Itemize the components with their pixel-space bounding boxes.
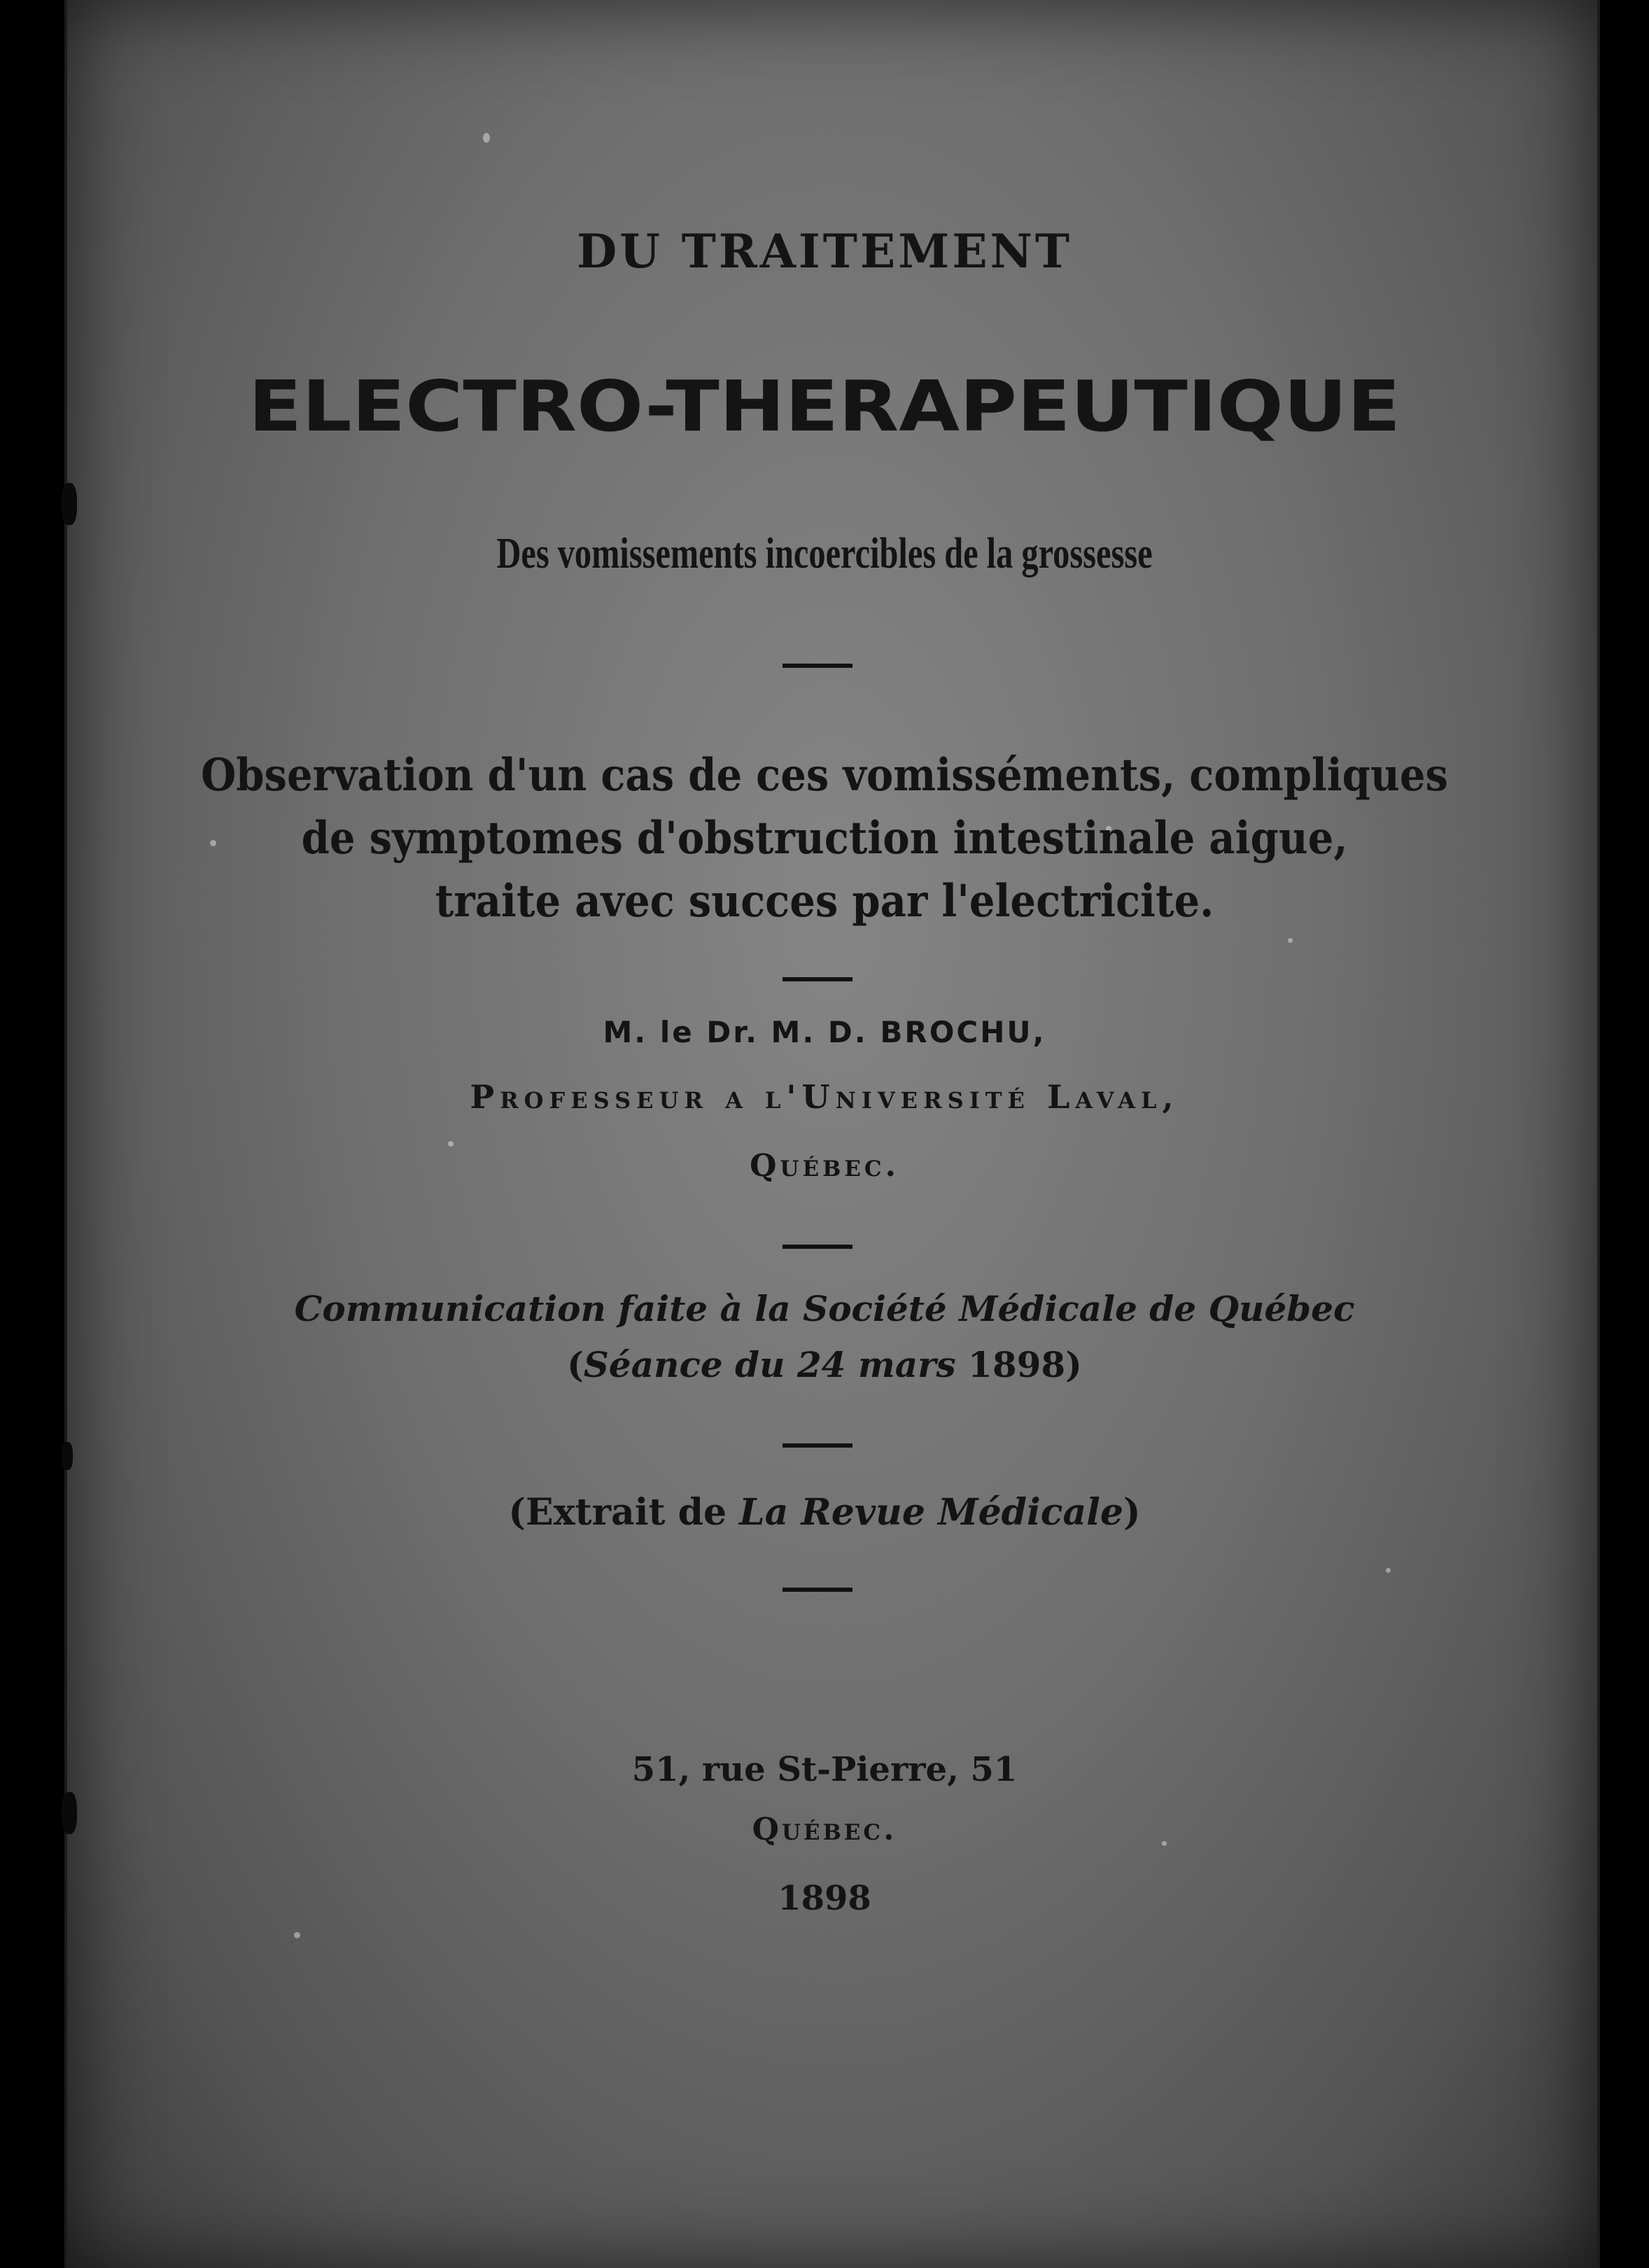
author-name: M. le Dr. M. D. BROCHU,: [603, 1015, 1046, 1049]
paper-speck: [448, 1141, 454, 1147]
scan-mark: [62, 1442, 73, 1470]
scan-mark: [62, 483, 77, 525]
extrait-close: ): [1123, 1491, 1141, 1534]
divider-rule: [783, 977, 852, 981]
title-line-2: ELECTRO-THERAPEUTIQUE: [248, 365, 1401, 447]
extrait-open: (Extrait de: [508, 1491, 740, 1534]
paper-speck: [483, 133, 490, 143]
scan-edge-right: [1597, 0, 1600, 2268]
communication-line-2: [0, 1344, 1649, 1385]
observation-line-1: Observation d'un cas de ces vomisséments, compliques: [201, 749, 1448, 802]
paper-speck: [1288, 938, 1293, 943]
observation-line-3: traite avec succes par l'electricite.: [435, 875, 1214, 927]
seance-year: 1898): [955, 1344, 1082, 1385]
scanned-page: [67, 0, 1597, 2268]
paper-speck: [1386, 1568, 1391, 1573]
affiliation-city: Québec.: [750, 1148, 899, 1184]
journal-title: La Revue Médicale: [739, 1491, 1123, 1534]
communication-line-1: Communication faite à la Société Médicale de Québec: [294, 1288, 1355, 1329]
divider-rule: [783, 1443, 852, 1448]
extrait-note: [0, 1491, 1649, 1534]
publication-year: 1898: [778, 1879, 871, 1918]
divider-rule: [783, 1588, 852, 1592]
divider-rule: [783, 664, 852, 668]
paper-speck: [294, 1932, 300, 1938]
subtitle: Des vomissements incoercibles de la grossesse: [496, 530, 1153, 578]
publisher-city: Québec.: [752, 1812, 897, 1847]
paren-open: (: [567, 1344, 584, 1385]
scan-edge-left: [64, 0, 67, 2268]
title-line-1: DU TRAITEMENT: [576, 224, 1073, 279]
seance-date: Séance du 24 mars: [583, 1344, 956, 1385]
author-affiliation: Professeur a l'Université Laval,: [470, 1078, 1179, 1116]
divider-rule: [783, 1245, 852, 1249]
publisher-address: 51, rue St-Pierre, 51: [631, 1750, 1018, 1789]
observation-line-2: de symptomes d'obstruction intestinale aigue,: [301, 812, 1348, 864]
